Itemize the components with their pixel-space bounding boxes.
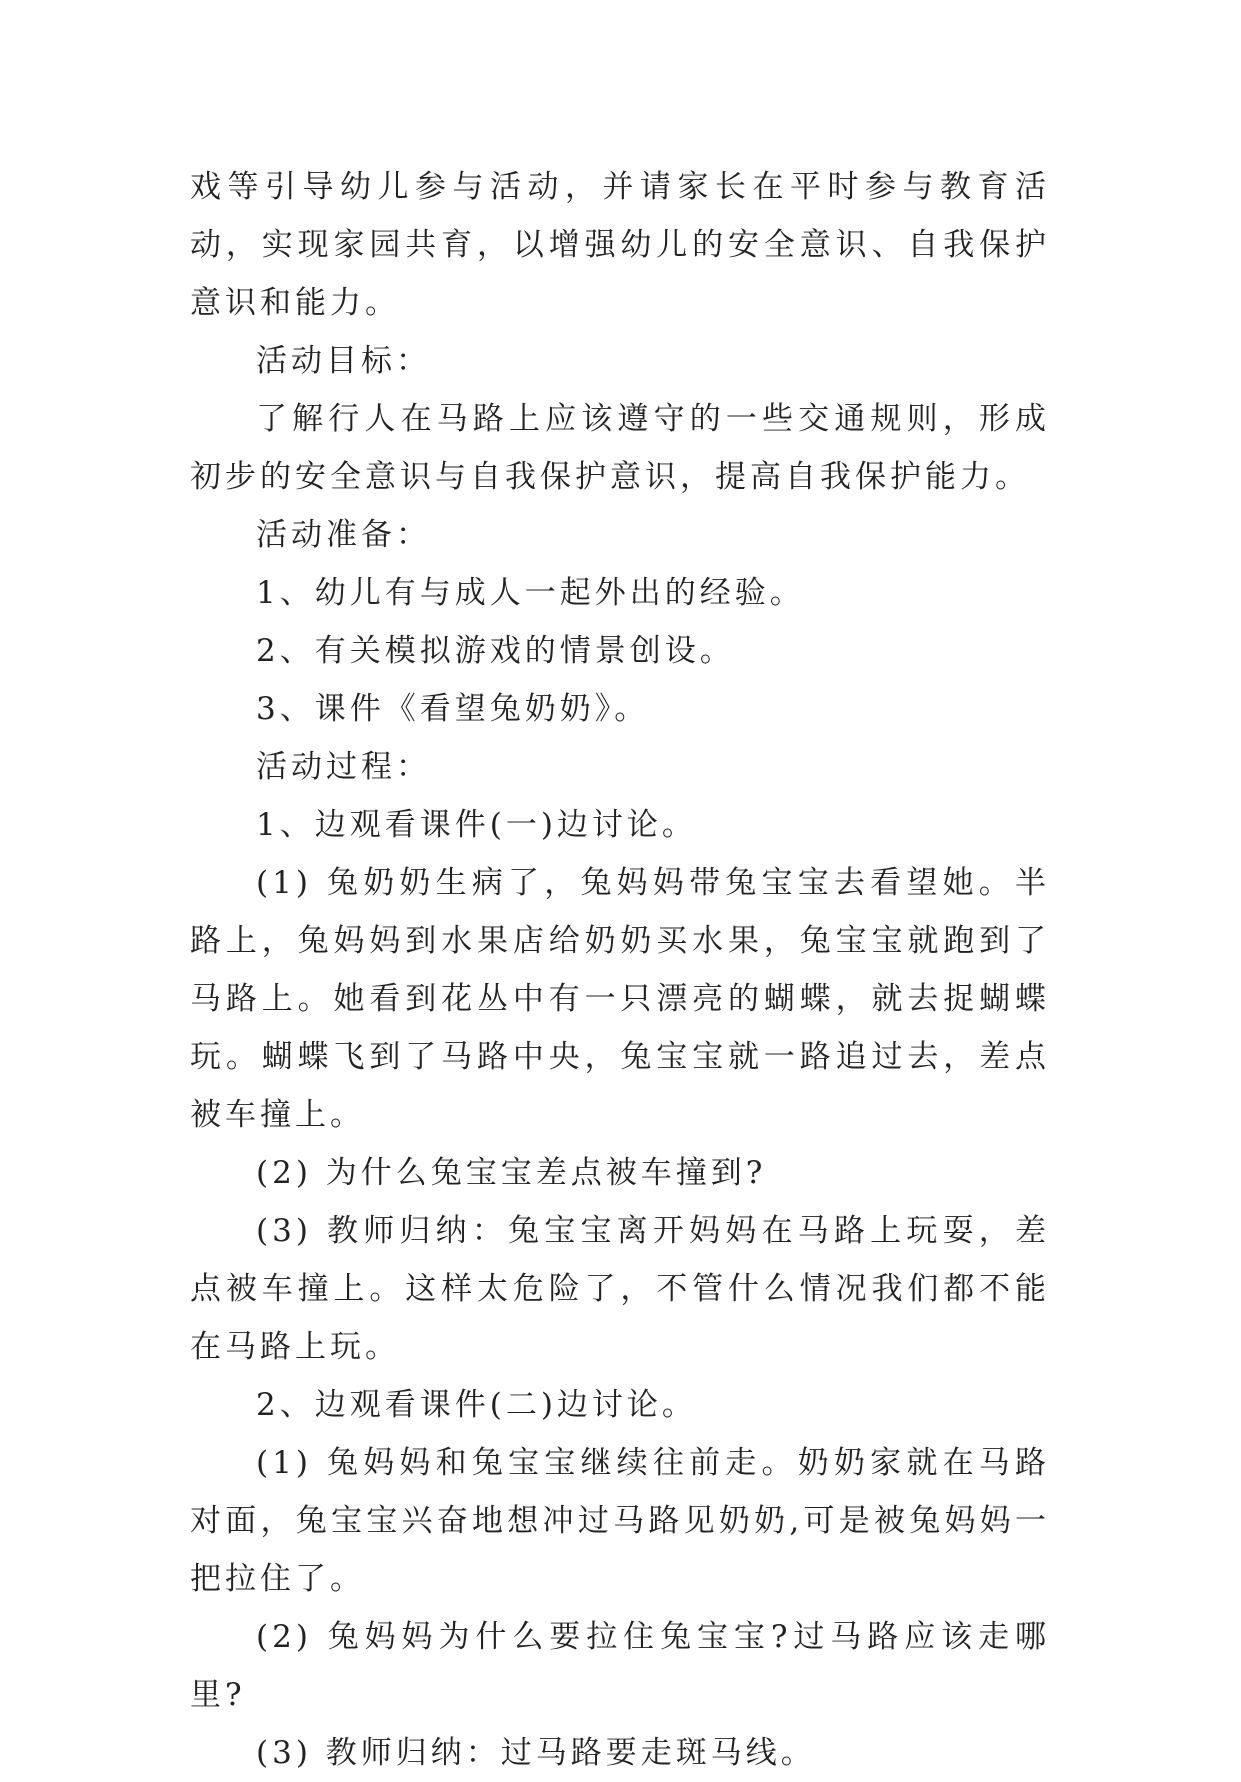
list-item-preparation-3: 3、课件《看望兔奶奶》。 [256, 691, 650, 727]
paragraph-step-1-summary: (3) 教师归纳：兔宝宝离开妈妈在马路上玩耍，差点被车撞上。这样太危险了，不管什么情况我们都不能在马路上玩。 [190, 1213, 1050, 1365]
paragraph-step-1-question: (2) 为什么兔宝宝差点被车撞到? [256, 1155, 767, 1191]
list-item-process-step-1: 1、边观看课件(一)边讨论。 [256, 807, 697, 843]
list-item-process-step-2: 2、边观看课件(二)边讨论。 [256, 1387, 697, 1423]
paragraph-step-2-story: (1) 兔妈妈和兔宝宝继续往前走。奶奶家就在马路对面，兔宝宝兴奋地想冲过马路见奶奶,可是被兔妈妈一把拉住了。 [190, 1445, 1050, 1597]
section-heading-process: 活动过程： [256, 749, 431, 785]
list-item-preparation-1: 1、幼儿有与成人一起外出的经验。 [256, 575, 805, 611]
paragraph-intro-continuation: 戏等引导幼儿参与活动，并请家长在平时参与教育活动，实现家园共育，以增强幼儿的安全意识、自我保护意识和能力。 [190, 169, 1050, 321]
paragraph-step-2-summary: (3) 教师归纳：过马路要走斑马线。 [256, 1735, 816, 1771]
section-heading-goals: 活动目标： [256, 343, 431, 379]
paragraph-goals: 了解行人在马路上应该遵守的一些交通规则，形成初步的安全意识与自我保护意识，提高自我保护能力。 [190, 401, 1050, 495]
paragraph-step-2-question: (2) 兔妈妈为什么要拉住兔宝宝?过马路应该走哪里? [190, 1619, 1050, 1713]
paragraph-step-1-story: (1) 兔奶奶生病了，兔妈妈带兔宝宝去看望她。半路上，兔妈妈到水果店给奶奶买水果，兔宝宝就跑到了马路上。她看到花丛中有一只漂亮的蝴蝶，就去捉蝴蝶玩。蝴蝶飞到了马路中央，兔宝宝就一路追过去，差点被车撞上。 [190, 865, 1050, 1133]
section-heading-preparation: 活动准备： [256, 517, 431, 553]
document-body [190, 158, 1050, 1782]
list-item-preparation-2: 2、有关模拟游戏的情景创设。 [256, 633, 735, 669]
